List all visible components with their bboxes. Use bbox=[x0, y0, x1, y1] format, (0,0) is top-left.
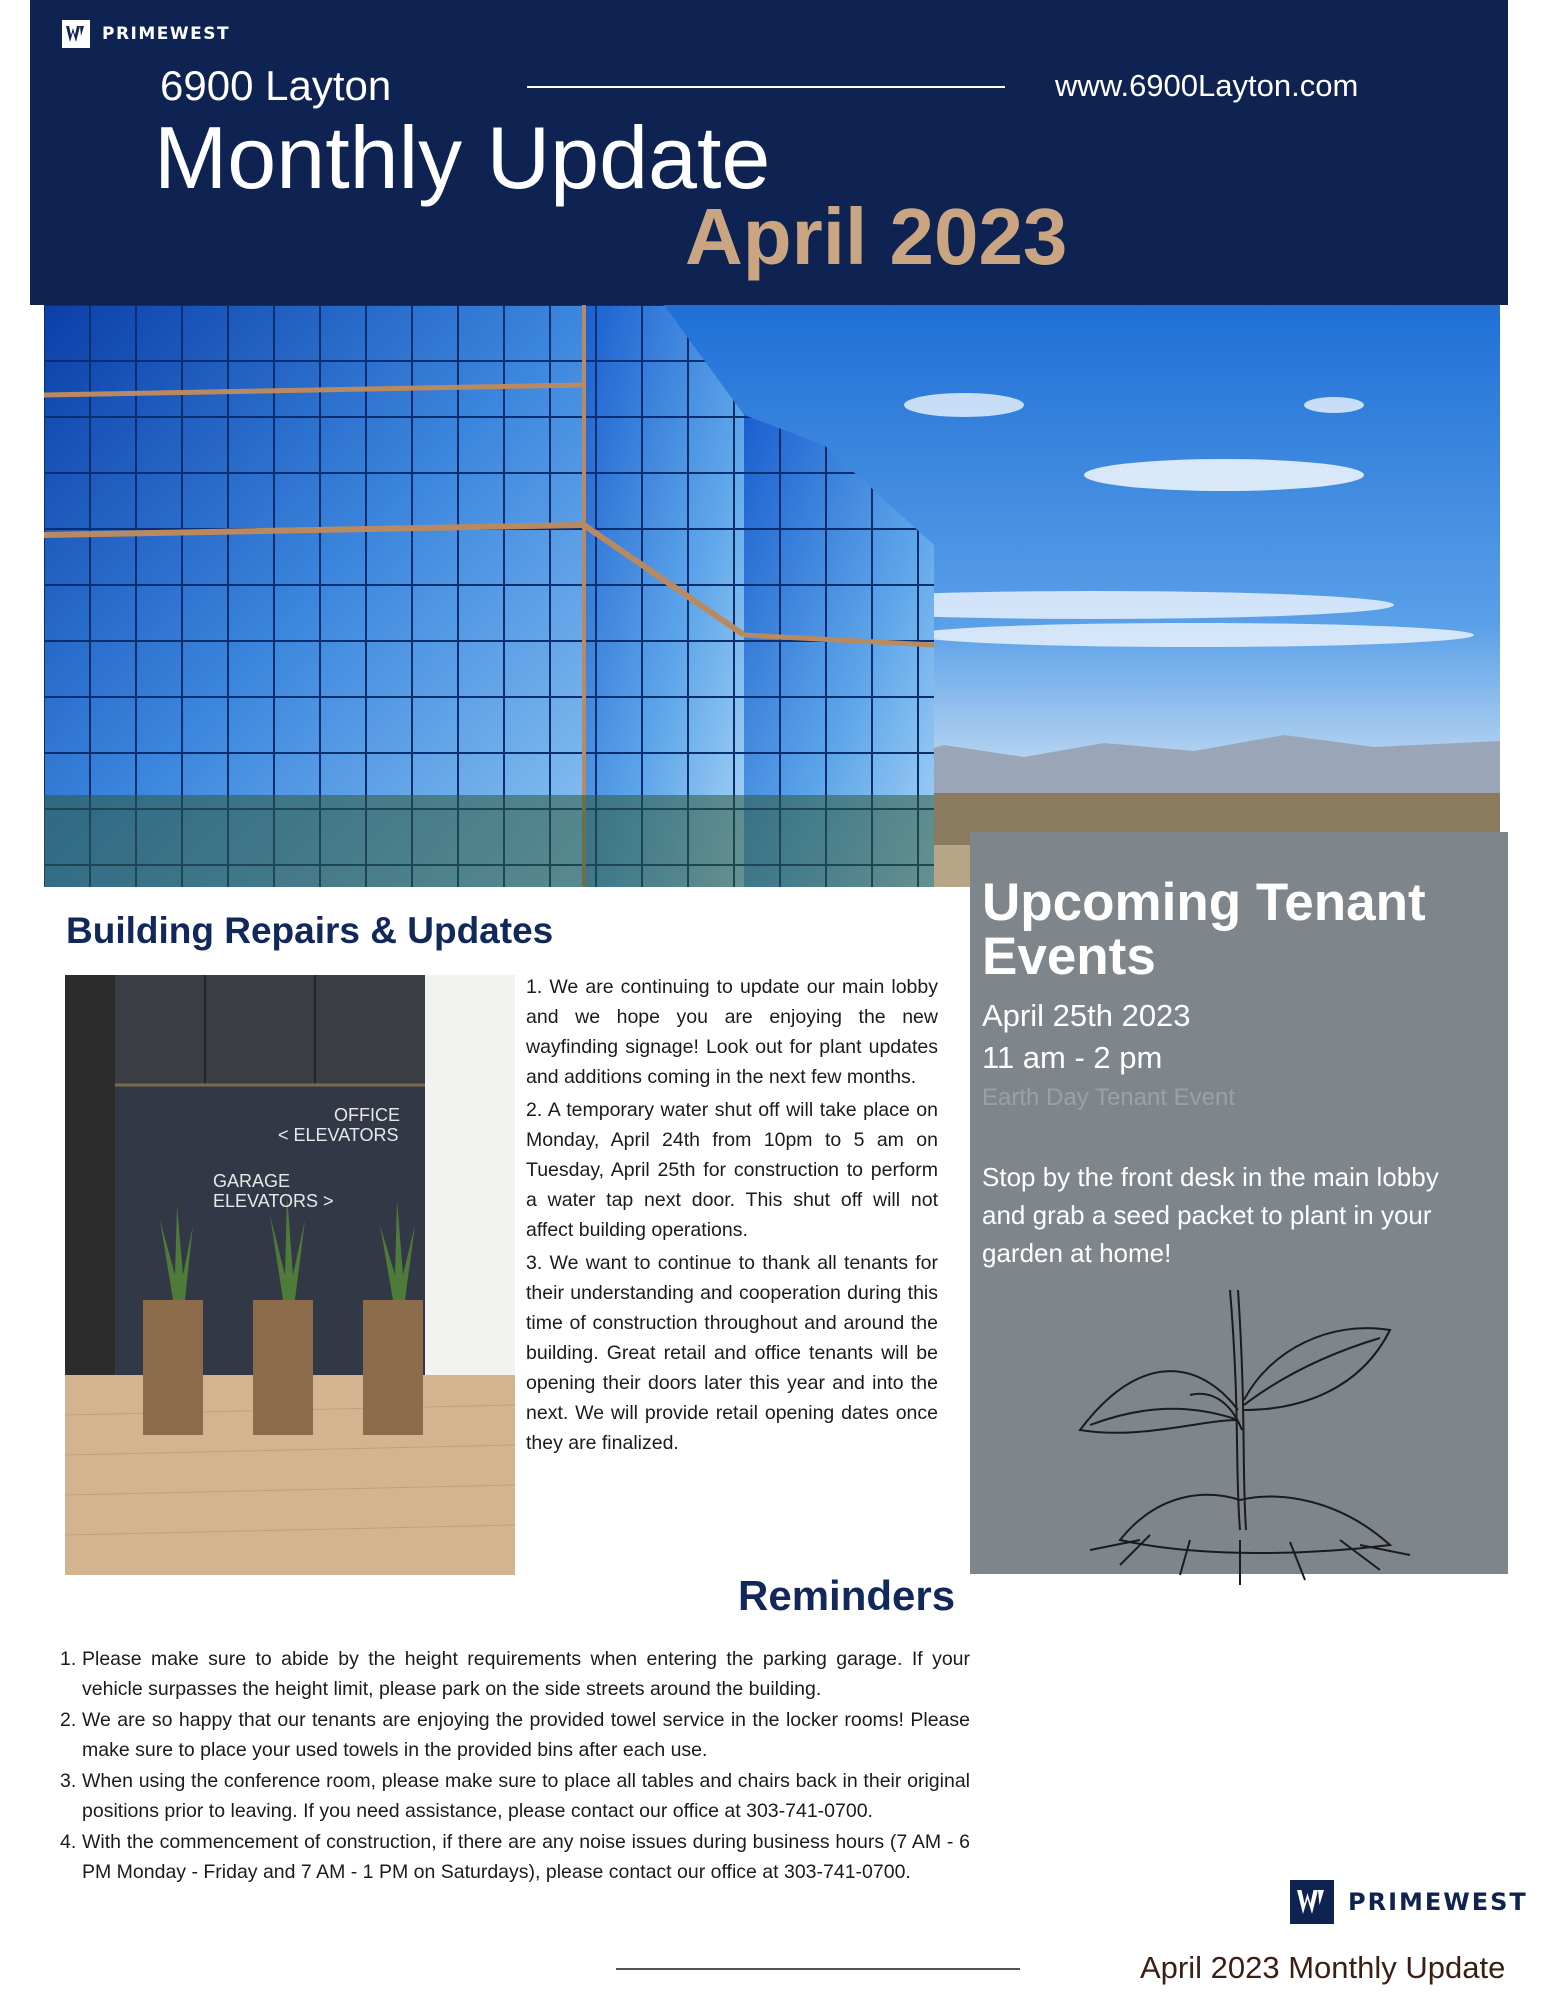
event-name: Earth Day Tenant Event bbox=[982, 1084, 1236, 1111]
list-text: We are so happy that our tenants are enjoying the provided towel service in the locker rooms! Please make sure to place your used towels in the provided bins after each use. bbox=[82, 1709, 970, 1761]
list-text: When using the conference room, please make sure to place all tables and chairs back in their original positions prior to leaving. If you need assistance, please contact our office at 303-741-0700. bbox=[82, 1770, 970, 1822]
list-number: 2. bbox=[60, 1709, 77, 1731]
list-item bbox=[60, 1766, 970, 1826]
primewest-logo-icon bbox=[62, 20, 90, 48]
reminders-heading: Reminders bbox=[738, 1572, 956, 1619]
sign-office-line: < ELEVATORS bbox=[278, 1125, 399, 1145]
repair-item: 3. We want to continue to thank all tenants for their understanding and cooperation during this time of construction throughout and around the building. Great retail and office tenants will be opening their doors later this year and into the next. We will provide retail opening dates once they are finalized. bbox=[526, 1252, 938, 1454]
lobby-photo bbox=[65, 975, 515, 1575]
footer-brand-name: PRIMEWEST bbox=[1348, 1888, 1528, 1916]
header-banner bbox=[30, 0, 1508, 305]
seedling-sketch-icon bbox=[1060, 1290, 1440, 1605]
event-date: April 25th 2023 bbox=[982, 998, 1191, 1033]
list-item bbox=[60, 1705, 970, 1765]
list-number: 4. bbox=[60, 1831, 77, 1853]
building-address: 6900 Layton bbox=[160, 62, 392, 109]
reminders-list bbox=[60, 1644, 970, 1888]
list-text: With the commencement of construction, if there are any noise issues during business hours (7 AM - 6 PM Monday - Friday and 7 AM - 1 PM on Saturdays), please contact our office at 303-741-0700. bbox=[82, 1831, 970, 1883]
sign-garage: GARAGE bbox=[213, 1171, 291, 1191]
list-number: 1. bbox=[60, 1648, 77, 1670]
list-item bbox=[60, 1827, 970, 1887]
footer-caption: April 2023 Monthly Update bbox=[1140, 1950, 1506, 1985]
list-number: 3. bbox=[60, 1770, 77, 1792]
sign-garage-line: ELEVATORS > bbox=[213, 1191, 334, 1211]
repair-item: 2. A temporary water shut off will take place on Monday, April 24th from 10pm to 5 am on Tuesday, April 25th for construction to perform a water tap next door. This shut off will not affect building operations. bbox=[526, 1099, 938, 1241]
brand-name: PRIMEWEST bbox=[102, 24, 231, 44]
header-divider bbox=[527, 86, 1005, 88]
sign-office: OFFICE bbox=[334, 1105, 400, 1125]
list-text: Please make sure to abide by the height requirements when entering the parking garage. If your vehicle surpasses the height limit, please park on the side streets around the building. bbox=[82, 1648, 970, 1700]
repairs-heading: Building Repairs & Updates bbox=[66, 910, 554, 951]
list-item bbox=[60, 1644, 970, 1704]
primewest-logo bbox=[62, 20, 230, 48]
primewest-logo-icon bbox=[1290, 1880, 1334, 1924]
footer-divider bbox=[616, 1968, 1020, 1970]
building-photo bbox=[44, 305, 1500, 887]
office-elevators-sign bbox=[278, 1105, 400, 1145]
repairs-text bbox=[526, 972, 938, 1461]
website-link[interactable]: www.6900Layton.com bbox=[1055, 68, 1359, 103]
events-heading: Upcoming Tenant Events bbox=[982, 873, 1426, 986]
footer-logo bbox=[1290, 1880, 1528, 1924]
page-title: Monthly Update bbox=[154, 108, 771, 207]
event-description: Stop by the front desk in the main lobby and grab a seed packet to plant in your garden at home! bbox=[982, 1162, 1439, 1268]
event-time: 11 am - 2 pm bbox=[982, 1040, 1163, 1075]
garage-elevators-sign bbox=[213, 1171, 334, 1211]
repair-item: 1. We are continuing to update our main lobby and we hope you are enjoying the new wayfinding signage! Look out for plant updates and additions coming in the next few months. bbox=[526, 976, 938, 1088]
issue-month: April 2023 bbox=[685, 192, 1068, 281]
